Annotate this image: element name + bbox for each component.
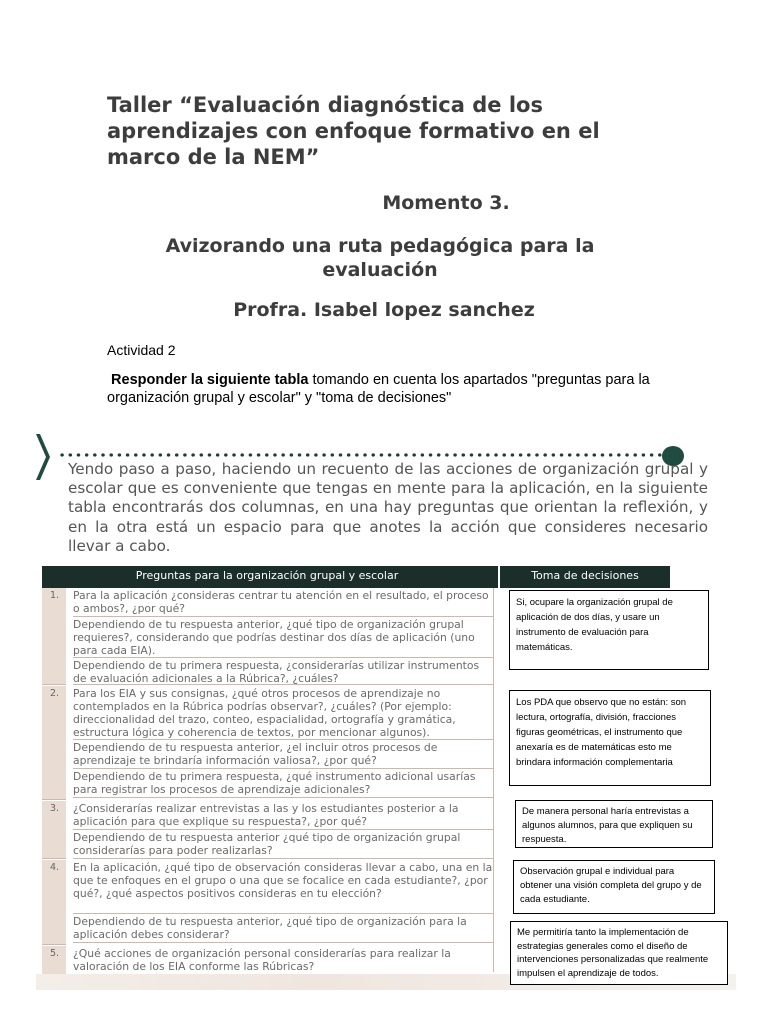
question-row: Para los EIA y sus consignas, ¿qué otros procesos de aprendizaje no contemplados en la Rúbrica podrías observar?, ¿cuáles? (Por ejemplo: direccionalidad del trazo, conteo, espacialidad, ortografía y gramática, estructura lógica y coherencia de textos, por mencionar algunos).: [73, 687, 493, 740]
section-number-cell: [42, 588, 66, 685]
activity-label: Actividad 2: [107, 342, 176, 358]
document-title: Taller “Evaluación diagnóstica de los aprendizajes con enfoque formativo en el marco de la NEM”: [107, 93, 600, 169]
subtitle-heading: Avizorando una ruta pedagógica para la evaluación: [165, 235, 595, 281]
answer-box[interactable]: Si, ocupare la organización grupal de aplicación de dos días, y usare un instrumento de evaluación para matemáticas.: [509, 590, 709, 670]
activity-instruction: [107, 371, 667, 407]
column-divider: [493, 588, 494, 972]
section-number: 2.: [50, 688, 60, 699]
table-header: [42, 566, 670, 588]
section-number-cell: [42, 946, 66, 975]
question-row: Dependiendo de tu respuesta anterior, ¿qué tipo de organización grupal requieres?, considerando que podrías destinar dos días de aplicación (uno para cada EIA).: [73, 618, 493, 658]
chevron-right-icon: [36, 434, 50, 480]
question-row: Dependiendo de tu respuesta anterior, ¿el incluir otros procesos de aprendizaje te brindaría información valiosa?, ¿por qué?: [73, 741, 493, 769]
section-number: 1.: [50, 590, 60, 601]
section-number: 4.: [50, 862, 60, 873]
section-number: 3.: [50, 803, 60, 814]
column-header-decisions: Toma de decisiones: [531, 569, 639, 582]
section-number-cell: [42, 801, 66, 859]
question-row: ¿Considerarías realizar entrevistas a las y los estudiantes posterior a la aplicación para que explique su respuesta?, ¿por qué?: [73, 802, 493, 830]
answer-box[interactable]: Observación grupal e individual para obtener una visión completa del grupo y de cada estudiante.: [513, 860, 715, 914]
answer-box[interactable]: De manera personal haría entrevistas a algunos alumnos, para que expliquen su respuesta.: [515, 800, 713, 848]
question-row: En la aplicación, ¿qué tipo de observación consideras llevar a cabo, una en la que te enfoques en el grupo o una que se focalice en cada estudiante?, ¿por qué?, ¿qué aspectos positivos consideras en tu elección?: [73, 861, 493, 914]
dotted-divider: [58, 453, 678, 457]
instruction-bold: Responder la siguiente tabla: [111, 372, 309, 388]
instruction-rest: tomando en cuenta los apartados "preguntas para la organización grupal y escolar" y "toma de decisiones": [107, 372, 650, 406]
answer-box[interactable]: Los PDA que observo que no están: son lectura, ortografía, división, fracciones figuras geométricas, el instrumento que anexaría es de matemáticas esto me brindara información complementaria: [509, 690, 711, 786]
section-number: 5.: [50, 948, 60, 959]
section-number-cell: [42, 860, 66, 945]
worksheet-intro: Yendo paso a paso, haciendo un recuento de las acciones de organización grupal y escolar que es conveniente que tengas en mente para la aplicación, en la siguiente tabla encontrarás dos columnas, en una hay preguntas que orientan la reflexión, y en la otra está un espacio para que anotes la acción que consideres necesario llevar a cabo.: [68, 460, 708, 555]
section-number-cell: [42, 686, 66, 800]
question-row: Dependiendo de tu respuesta anterior ¿qué tipo de organización grupal considerarías para poder realizarlas?: [73, 831, 493, 859]
question-row: Para la aplicación ¿consideras centrar tu atención en el resultado, el proceso o ambos?, ¿por qué?: [73, 589, 493, 617]
question-row: Dependiendo de tu respuesta anterior, ¿qué tipo de organización para la aplicación debes considerar?: [73, 915, 493, 943]
column-header-questions: Preguntas para la organización grupal y escolar: [135, 569, 399, 582]
question-row: ¿Qué acciones de organización personal considerarías para realizar la valoración de los EIA conforme las Rúbricas?: [73, 947, 493, 975]
teacher-name: Profra. Isabel lopez sanchez: [233, 299, 535, 321]
question-row: Dependiendo de tu primera respuesta, ¿qué instrumento adicional usarías para registrar los procesos de aprendizaje adicionales?: [73, 770, 493, 798]
momento-heading: Momento 3.: [382, 192, 510, 214]
question-row: Dependiendo de tu primera respuesta, ¿considerarías utilizar instrumentos de evaluación adicionales a la Rúbrica?, ¿cuáles?: [73, 659, 493, 685]
answer-box[interactable]: Me permitiría tanto la implementación de estrategias generales como el diseño de intervenciones personalizadas que realmente impulsen el aprendizaje de todos.: [510, 921, 728, 985]
